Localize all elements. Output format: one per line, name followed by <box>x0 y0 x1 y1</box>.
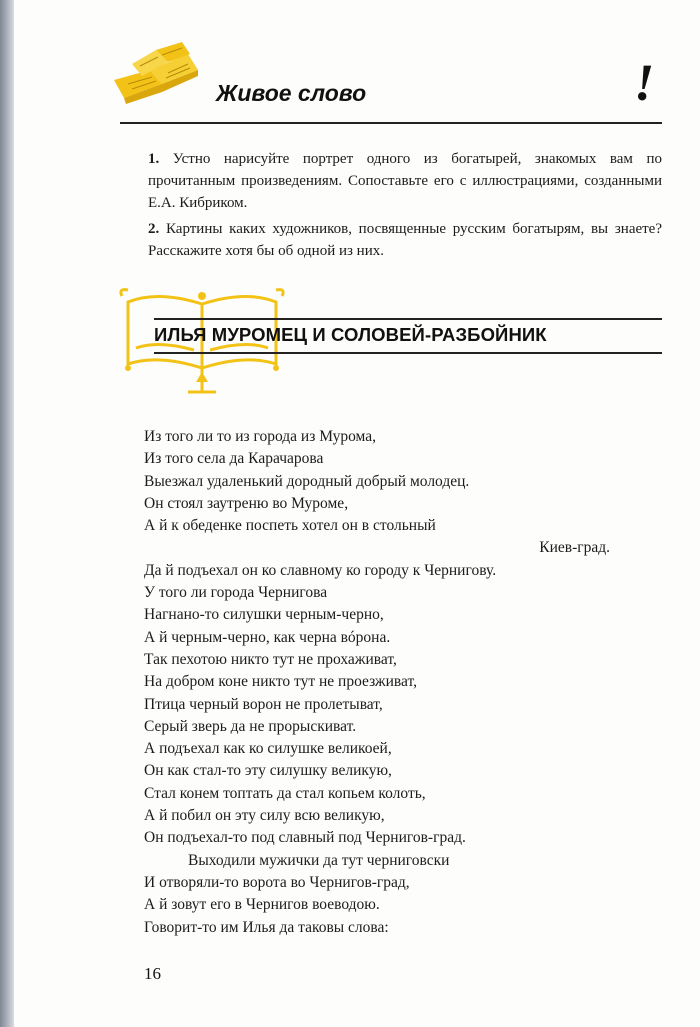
poem-line: У того ли города Чернигова <box>144 584 328 602</box>
poem-line: А й черным-черно, как черна вóрона. <box>144 628 391 646</box>
poem-line: Так пехотою никто тут не прохаживат, <box>144 650 397 668</box>
poem-line: Из того ли то из города из Мурома, <box>144 428 377 445</box>
poem-text <box>144 426 610 939</box>
poem-line: Выезжал удаленький дородный добрый молодец. <box>144 472 470 490</box>
poem-line: А й к обеденке поспеть хотел он в стольный <box>144 517 436 535</box>
poem-line: Нагнано-то силушки черным-черно, <box>144 606 384 624</box>
header-divider <box>120 122 662 124</box>
poem-line: Серый зверь да не прорыскиват. <box>144 717 357 735</box>
poem-line: На добром коне никто тут не проезживат, <box>144 673 418 691</box>
title-divider-bottom <box>154 352 662 354</box>
story-title: ИЛЬЯ МУРОМЕЦ И СОЛОВЕЙ-РАЗБОЙНИК <box>154 324 547 345</box>
poem-line: Да й подъехал он ко славному ко городу к Чернигову. <box>144 561 497 579</box>
question-number: 1. <box>148 151 160 167</box>
poem-line: Говорит-то им Илья да таковы слова: <box>144 918 389 936</box>
poem-line: А й зовут его в Чернигов воеводою. <box>144 896 380 914</box>
poem-line: Он подъехал-то под славный под Чернигов-град. <box>144 829 466 847</box>
poem-line: А подъехал как ко силушке великоей, <box>144 740 392 758</box>
poem-line: Из того села да Карачарова <box>144 450 324 468</box>
title-divider-top <box>154 318 662 320</box>
poem-line-indented: Выходили мужички да тут черниговски <box>188 851 450 869</box>
poem-line: Стал конем топтать да стал копьем колоть, <box>144 784 426 802</box>
question-item <box>148 148 662 214</box>
poem-line: А й побил он эту силу всю великую, <box>144 807 385 825</box>
question-text: Картины каких художников, посвященные русским богатырям, вы знаете? Расскажите хотя бы об одной из них. <box>148 221 662 259</box>
question-text: Устно нарисуйте портрет одного из богатырей, знакомых вам по прочитанным произведениям. Сопоставьте его с иллюстрациями, созданными Е.А. Кибриком. <box>148 151 662 211</box>
page-number: 16 <box>144 964 161 983</box>
poem-line: Он стоял заутреню во Муроме, <box>144 494 349 512</box>
poem-line-continuation: Киев-град. <box>539 539 610 557</box>
poem-line: И отворяли-то ворота во Чернигов-град, <box>144 873 410 891</box>
questions-block <box>148 148 662 266</box>
book-spine-edge <box>0 0 14 1027</box>
section-header-title: Живое слово <box>216 80 367 106</box>
question-item <box>148 218 662 262</box>
poem-line: Он как стал-то эту силушку великую, <box>144 762 392 780</box>
poem-line: Птица черный ворон не пролетыват, <box>144 695 383 713</box>
open-book-icon <box>110 40 202 106</box>
exclamation-mark: ! <box>634 55 655 112</box>
book-page <box>14 0 700 1027</box>
question-number: 2. <box>148 221 160 237</box>
